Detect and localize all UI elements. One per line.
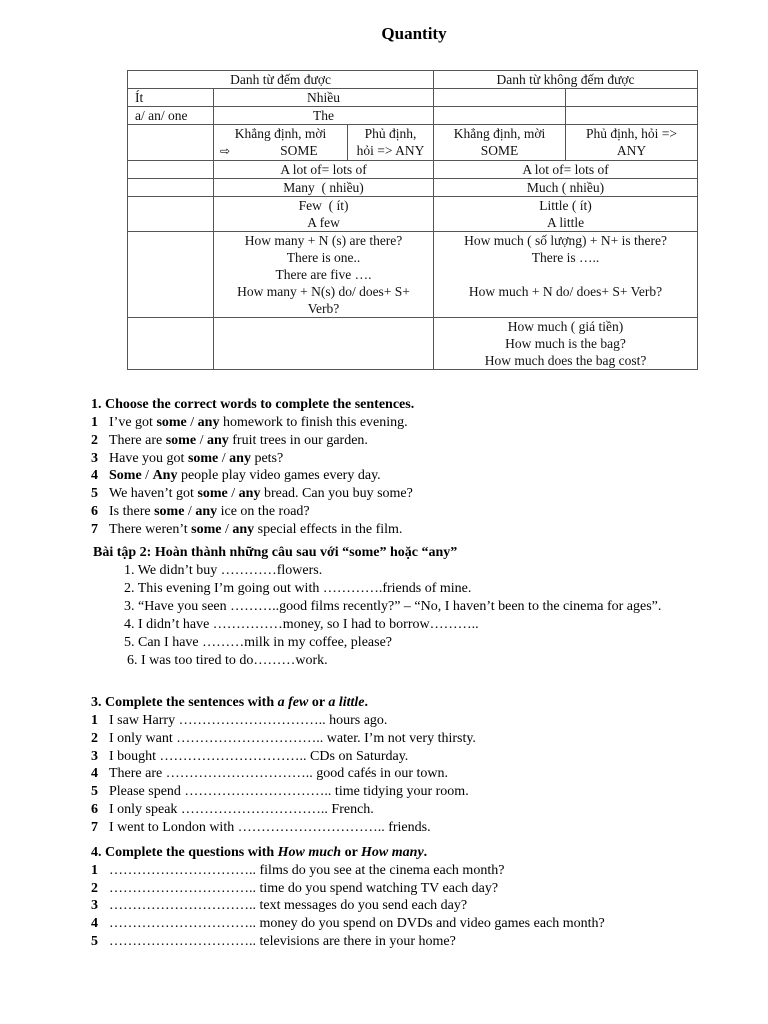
uncountable-negative-line1: Phủ định, hỏi => [586,126,678,141]
empty-cell [128,161,214,179]
table-row-articles [128,107,698,125]
countable-a-lot-of-cell [214,161,434,179]
item-number: 2 [91,730,98,746]
heading-option: How much [277,845,342,860]
indefinite-article-label: a/ an/ one [135,108,188,123]
item-text: ………………………….. televisions are there in your home? [109,933,456,949]
option-word: some [187,450,219,466]
few-label: Ít [135,90,144,105]
heading-prefix: 3. Complete the sentences with [91,695,278,710]
option-separator: / [186,414,198,430]
uncountable-affirmative-line1: Khẳng định, mời [453,126,546,141]
table-header-row [128,71,698,89]
a-few-label: A few [307,215,340,230]
item-number: 7 [91,820,98,836]
countable-header-cell [128,71,434,89]
item-text: ………………………….. films do you see at the cinema each month? [109,862,505,878]
item-text: ………………………….. time do you spend watching TV each day? [109,880,499,896]
item-text: There are ………………………….. good cafés in our town. [109,766,449,782]
uncountable-affirmative-line2: SOME [480,143,519,158]
sentence-start: Is there [109,504,155,520]
exercise-3-item [91,819,476,837]
exercise-2-item: 4. I didn’t have ……………money, so I had to borrow……….. [124,617,479,632]
option-word: any [206,432,229,448]
exercise-1-item [91,503,414,521]
countable-negative-line1: Phủ định, [364,126,417,141]
item-text: I only want ………………………….. water. I’m not very thirsty. [109,730,476,746]
option-separator: / [227,486,239,502]
option-word: any [197,414,220,430]
how-much-cell [434,232,698,318]
exercise-4-heading [91,844,605,862]
option-word: any [229,450,251,466]
price-line: How much ( giá tiền) [507,319,624,334]
sentence-end: pets? [250,450,284,466]
quantity-table [127,70,698,370]
table-row-few-little [128,197,698,232]
countable-header: Danh từ đếm được [230,72,331,87]
item-text: I only speak ………………………….. French. [109,802,374,818]
exercise-1-item [91,450,414,468]
exercise-1-item [91,485,414,503]
sentence-start: There weren’t [109,522,192,538]
sentence-start: Have you got [109,450,188,466]
exercise-1-heading: 1. Choose the correct words to complete the sentences. [91,397,415,412]
how-much-line: How much ( số lượng) + N+ is there? [464,233,667,248]
heading-option: a little [328,695,365,710]
item-number: 2 [91,880,98,896]
option-word: any [238,486,261,502]
exercise-2-item: 3. “Have you seen ………..good films recently?” – “No, I haven’t been to the cinema for ages”. [124,599,662,614]
sentence-end: fruit trees in our garden. [228,432,368,448]
empty-cell [128,197,214,232]
definite-article-label: The [313,108,335,123]
option-word: some [191,522,222,538]
empty-cell [566,107,698,125]
item-number: 3 [91,450,98,466]
item-text: I saw Harry ………………………….. hours ago. [109,712,388,728]
sentence-start: I’ve got [109,414,157,430]
how-many-line: How many + N(s) do/ does+ S+ [237,284,410,299]
how-many-cell [214,232,434,318]
item-text: ………………………….. text messages do you send each day? [109,898,468,914]
option-separator: / [221,522,233,538]
heading-suffix: . [364,695,368,710]
item-number: 4 [91,916,98,931]
many-cell [214,89,434,107]
many-much-uncountable-cell [434,179,698,197]
item-number: 1 [91,414,98,430]
exercise-3-item [91,748,476,766]
how-many-line: Verb? [307,301,340,316]
option-word: Any [152,468,178,484]
item-number: 4 [91,468,98,484]
item-text: I went to London with ………………………….. friends. [109,820,431,836]
exercise-3-items [91,712,476,837]
heading-joiner: or [341,845,362,860]
item-number: 3 [91,748,98,764]
option-separator: / [196,432,207,448]
item-number: 5 [91,486,98,502]
exercise-3-item [91,783,476,801]
countable-negative-cell [348,125,434,161]
empty-cell [214,318,434,370]
page-title: Quantity [381,24,447,43]
sentence-start: There are [109,432,166,448]
option-separator: / [141,468,153,484]
exercise-1-item [91,467,414,485]
table-row-many-much [128,179,698,197]
how-many-line: How many + N (s) are there? [244,233,403,248]
heading-prefix: 4. Complete the questions with [91,845,278,860]
little-cell [434,197,698,232]
exercise-3 [91,694,476,837]
exercise-2 [93,544,661,670]
countable-affirmative-cell [214,125,348,161]
exercise-1-item [91,414,414,432]
how-much-line: There is ….. [531,250,600,265]
exercise-4-item [91,862,605,880]
uncountable-a-lot-of: A lot of= lots of [522,162,609,177]
uncountable-header: Danh từ không đếm được [496,72,635,87]
item-text: ………………………….. money do you spend on DVDs and video games each month? [109,916,605,931]
exercise-2-item: 1. We didn’t buy …………flowers. [124,563,323,578]
sentence-end: ice on the road? [217,504,310,520]
uncountable-header-cell [434,71,698,89]
countable-a-lot-of: A lot of= lots of [280,162,367,177]
table-row-few-many [128,89,698,107]
many-much-countable-cell [214,179,434,197]
uncountable-negative-line2: ANY [616,143,647,158]
option-word: Some [109,468,142,484]
exercise-3-item [91,730,476,748]
option-word: any [195,504,218,520]
item-text: Please spend ………………………….. time tidying your room. [109,784,469,800]
item-number: 5 [91,784,98,800]
uncountable-a-lot-of-cell [434,161,698,179]
exercise-4-item [91,880,605,898]
empty-cell [128,125,214,161]
few-cell [214,197,434,232]
exercise-4-items [91,862,605,951]
exercise-4-item [91,933,605,951]
exercise-4-item [91,915,605,933]
many-label: Nhiều [307,90,341,105]
item-number: 3 [91,898,98,914]
exercise-2-item: 5. Can I have ………milk in my coffee, please? [124,635,392,650]
sentence-end: bread. Can you buy some? [260,486,413,502]
empty-cell [128,232,214,318]
item-number: 1 [91,862,98,878]
a-little-label: A little [546,215,585,230]
item-number: 7 [91,522,98,538]
some-keyword: SOME [280,143,318,158]
heading-option: a few [277,695,309,710]
empty-cell [566,89,698,107]
exercise-2-item: 2. This evening I’m going out with ………….friends of mine. [124,581,472,596]
how-many-line: There are five …. [275,267,372,282]
item-number: 6 [91,802,98,818]
item-text: I bought ………………………….. CDs on Saturday. [109,748,409,764]
empty-cell [128,318,214,370]
countable-affirmative-line2 [216,142,345,160]
many-label: Many ( nhiều) [283,180,364,195]
price-line: How much does the bag cost? [484,353,647,368]
definite-article-cell [214,107,434,125]
option-separator: / [218,450,230,466]
empty-cell [434,89,566,107]
table-row-some-any [128,125,698,161]
heading-suffix: . [423,845,428,860]
uncountable-negative-cell [566,125,698,161]
exercise-1-item [91,432,414,450]
exercise-1-item [91,521,414,539]
countable-affirmative-line1: Khẳng định, mời [234,126,327,141]
little-label: Little ( ít) [539,198,592,213]
arrow-right-icon: ⇨ [220,144,231,158]
how-many-line: There is one.. [286,250,361,265]
much-label: Much ( nhiều) [526,180,605,195]
item-number: 2 [91,432,98,448]
empty-cell [434,107,566,125]
exercise-3-item [91,801,476,819]
item-number: 4 [91,766,98,782]
countable-negative-line2: hỏi => ANY [356,143,425,158]
price-line: How much is the bag? [505,336,626,351]
sentence-end: homework to finish this evening. [219,414,408,430]
few-label: Few ( ít) [298,198,349,213]
item-number: 5 [91,933,98,949]
exercise-1-items [91,414,414,539]
uncountable-affirmative-cell [434,125,566,161]
option-word: some [165,432,197,448]
exercise-3-heading [91,694,476,712]
table-row-price [128,318,698,370]
exercise-1 [91,396,414,539]
price-cell [434,318,698,370]
item-number: 1 [91,712,98,728]
sentence-end: special effects in the film. [254,522,403,538]
indefinite-article-cell [128,107,214,125]
exercise-3-item [91,712,476,730]
option-word: some [197,486,228,502]
heading-option: How many [361,845,424,860]
exercise-2-items [93,562,661,670]
exercise-3-item [91,765,476,783]
exercise-4-item [91,897,605,915]
option-word: some [156,414,187,430]
exercise-2-item: 6. I was too tired to do………work. [127,653,328,668]
table-row-a-lot-of [128,161,698,179]
empty-cell [128,179,214,197]
sentence-start: We haven’t got [109,486,198,502]
option-word: some [154,504,185,520]
exercise-2-heading: Bài tập 2: Hoàn thành những câu sau với “some” hoặc “any” [93,545,458,560]
sentence-end: people play video games every day. [177,468,381,484]
table-row-questions [128,232,698,318]
how-much-line: How much + N do/ does+ S+ Verb? [468,284,663,299]
option-word: any [232,522,255,538]
item-number: 6 [91,504,98,520]
heading-joiner: or [308,695,329,710]
exercise-4 [91,844,605,951]
few-cell [128,89,214,107]
option-separator: / [184,504,196,520]
